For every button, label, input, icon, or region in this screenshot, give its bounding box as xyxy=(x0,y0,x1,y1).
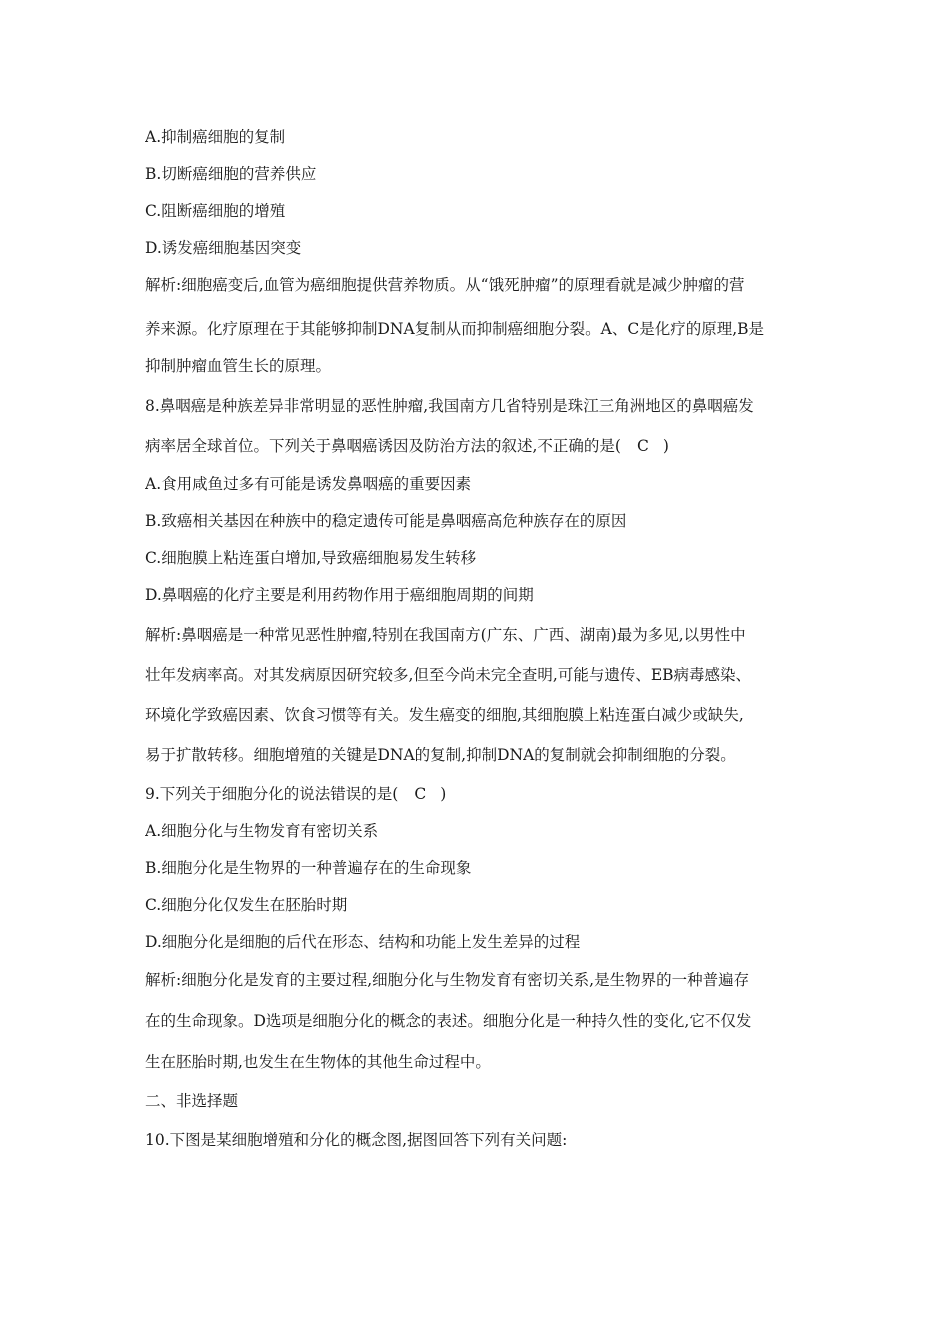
q7-option-a: A.抑制癌细胞的复制 xyxy=(145,128,286,146)
q8-option-a: A.食用咸鱼过多有可能是诱发鼻咽癌的重要因素 xyxy=(145,475,472,493)
q8-stem-line-2 xyxy=(145,435,810,457)
q9-option-a: A.细胞分化与生物发育有密切关系 xyxy=(145,822,379,840)
q9-option-d: D.细胞分化是细胞的后代在形态、结构和功能上发生差异的过程 xyxy=(145,933,581,951)
q8-option-d: D.鼻咽癌的化疗主要是利用药物作用于癌细胞周期的间期 xyxy=(145,586,534,604)
q8-answer: C xyxy=(636,437,649,455)
q8-analysis-line-1: 解析:鼻咽癌是一种常见恶性肿瘤,特别在我国南方(广东、广西、湖南)最为多见,以男性中 xyxy=(145,626,746,644)
q7-analysis-line-2: 养来源。化疗原理在于其能够抑制DNA复制从而抑制癌细胞分裂。A、C是化疗的原理,B是 xyxy=(145,320,765,338)
q8-analysis-line-2: 壮年发病率高。对其发病原因研究较多,但至今尚未完全查明,可能与遗传、EB病毒感染、 xyxy=(145,666,752,684)
q7-analysis-line-1: 解析:细胞癌变后,血管为癌细胞提供营养物质。从“饿死肿瘤”的原理看就是减少肿瘤的营 xyxy=(145,276,745,294)
q8-analysis-line-4: 易于扩散转移。细胞增殖的关键是DNA的复制,抑制DNA的复制就会抑制细胞的分裂。 xyxy=(145,746,736,764)
section-heading: 二、非选择题 xyxy=(145,1092,239,1110)
q8-option-c: C.细胞膜上粘连蛋白增加,导致癌细胞易发生转移 xyxy=(145,549,477,567)
q7-option-d: D.诱发癌细胞基因突变 xyxy=(145,239,302,257)
q7-option-c: C.阻断癌细胞的增殖 xyxy=(145,202,286,220)
q8-close-paren: ) xyxy=(662,437,669,455)
q8-option-b: B.致癌相关基因在种族中的稳定遗传可能是鼻咽癌高危种族存在的原因 xyxy=(145,512,627,530)
q9-analysis-line-3: 生在胚胎时期,也发生在生物体的其他生命过程中。 xyxy=(145,1053,491,1071)
q9-option-b: B.细胞分化是生物界的一种普遍存在的生命现象 xyxy=(145,859,472,877)
q9-close-paren: ) xyxy=(440,785,447,803)
q9-analysis-line-2: 在的生命现象。D选项是细胞分化的概念的表述。细胞分化是一种持久性的变化,它不仅发 xyxy=(145,1012,752,1030)
q9-stem xyxy=(145,783,810,805)
q7-option-b: B.切断癌细胞的营养供应 xyxy=(145,165,317,183)
q8-analysis-line-3: 环境化学致癌因素、饮食习惯等有关。发生癌变的细胞,其细胞膜上粘连蛋白减少或缺失, xyxy=(145,706,744,724)
q10-stem: 10.下图是某细胞增殖和分化的概念图,据图回答下列有关问题: xyxy=(145,1131,568,1149)
q8-stem-line-1: 8.鼻咽癌是种族差异非常明显的恶性肿瘤,我国南方几省特别是珠江三角洲地区的鼻咽癌发 xyxy=(145,397,754,415)
q8-stem-text: 病率居全球首位。下列关于鼻咽癌诱因及防治方法的叙述,不正确的是( xyxy=(145,437,621,455)
q9-stem-text: 9.下列关于细胞分化的说法错误的是( xyxy=(145,785,399,803)
q7-analysis-line-3: 抑制肿瘤血管生长的原理。 xyxy=(145,357,332,375)
q9-analysis-line-1: 解析:细胞分化是发育的主要过程,细胞分化与生物发育有密切关系,是生物界的一种普遍存 xyxy=(145,971,750,989)
q9-option-c: C.细胞分化仅发生在胚胎时期 xyxy=(145,896,348,914)
q9-answer: C xyxy=(414,785,427,803)
